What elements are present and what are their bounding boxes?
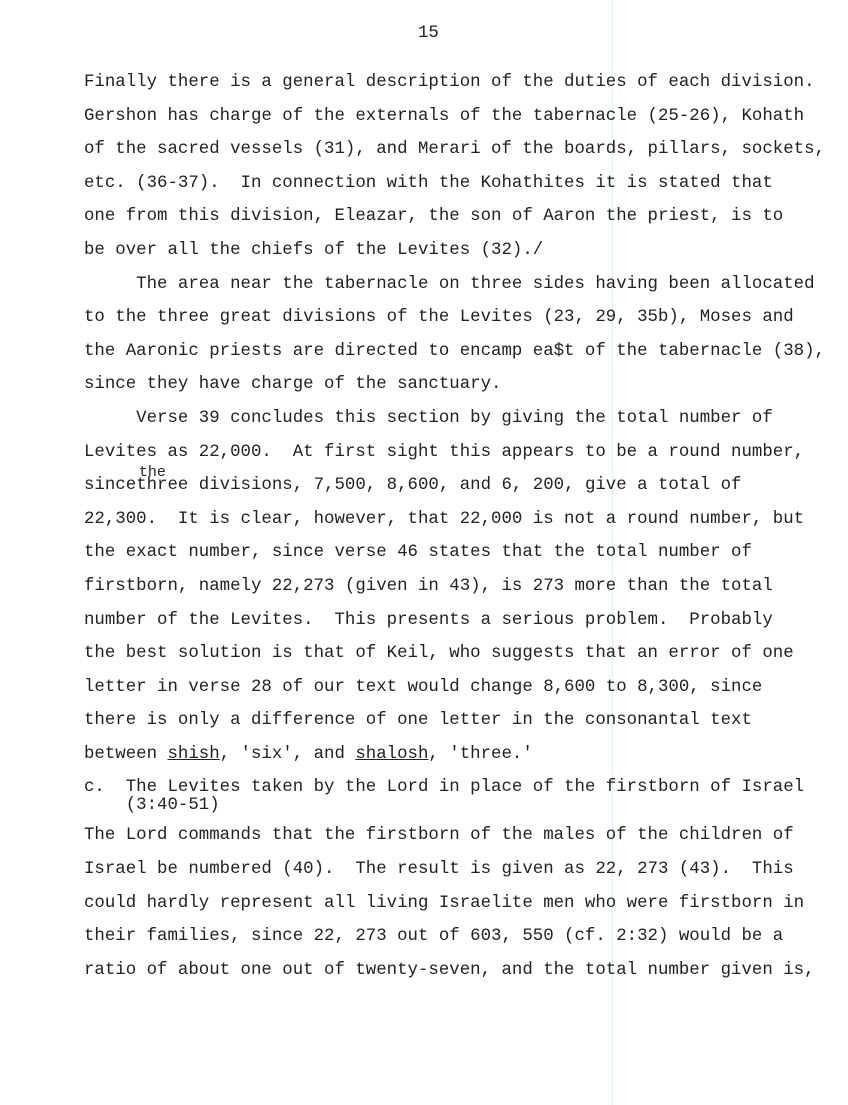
text-span: since [84,476,137,496]
text-line: Finally there is a general description of the duties of each division. [84,73,815,92]
text-line: one from this division, Eleazar, the son of Aaron the priest, is to [84,207,784,227]
heading-marker: c. [84,778,105,798]
text-line: Levites as 22,000. At first sight this appears to be a round number, [84,442,805,462]
text-line: there is only a difference of one letter in the consonantal text [84,711,752,731]
text-span: between [84,744,168,764]
text-line: Verse 39 concludes this section by giving the total number of [136,408,773,428]
text-line [84,464,824,503]
text-line: of the sacred vessels (31), and Merari of the boards, pillars, sockets, [84,140,825,160]
text-line: could hardly represent all living Israelite men who were firstborn in [84,893,805,913]
text-line: Gershon has charge of the externals of the tabernacle (25-26), Kohath [84,106,805,126]
text-line: etc. (36-37). In connection with the Kohathites it is stated that [84,173,773,193]
underlined-term: shish [167,744,220,764]
document-body [84,66,824,987]
text-line [84,738,824,772]
text-line: be over all the chiefs of the Levites (32)./ [84,240,544,260]
underlined-term: shalosh [355,744,429,764]
text-line: firstborn, namely 22,273 (given in 43), is 273 more than the total [84,576,773,596]
text-line: the exact number, since verse 46 states that the total number of [84,543,752,563]
text-line: The area near the tabernacle on three sides having been allocated [136,274,815,294]
text-span: , 'six', and [219,744,356,764]
text-line: ratio of about one out of twenty-seven, and the total number given is, [84,960,815,980]
text-line: letter in verse 28 of our text would change 8,600 to 8,300, since [84,677,763,697]
text-line: since they have charge of the sanctuary. [84,375,502,395]
text-line: Israel be numbered (40). The result is given as 22, 273 (43). This [84,860,794,880]
text-line: number of the Levites. This presents a serious problem. Probably [84,610,773,630]
insertion [136,464,742,496]
heading-title: The Levites taken by the Lord in place of the firstborn of Israel [125,778,805,798]
section-heading [84,771,824,819]
text-span: three divisions, 7,500, 8,600, and 6, 200, give a total of [136,476,742,496]
text-line: to the three great divisions of the Levites (23, 29, 35b), Moses and [84,308,794,328]
text-span: , 'three.' [428,744,533,764]
text-line: their families, since 22, 273 out of 603, 550 (cf. 2:32) would be a [84,927,784,947]
heading-reference: (3:40-51) [125,796,220,816]
handwritten-insertion: the [138,464,166,482]
text-line: 22,300. It is clear, however, that 22,000 is not a round number, but [84,509,805,529]
page-number: 15 [418,24,439,43]
text-line: the best solution is that of Keil, who suggests that an error of one [84,644,794,664]
text-line: The Lord commands that the firstborn of the males of the children of [84,826,794,846]
text-line: the Aaronic priests are directed to encamp ea$t of the tabernacle (38), [84,341,825,361]
